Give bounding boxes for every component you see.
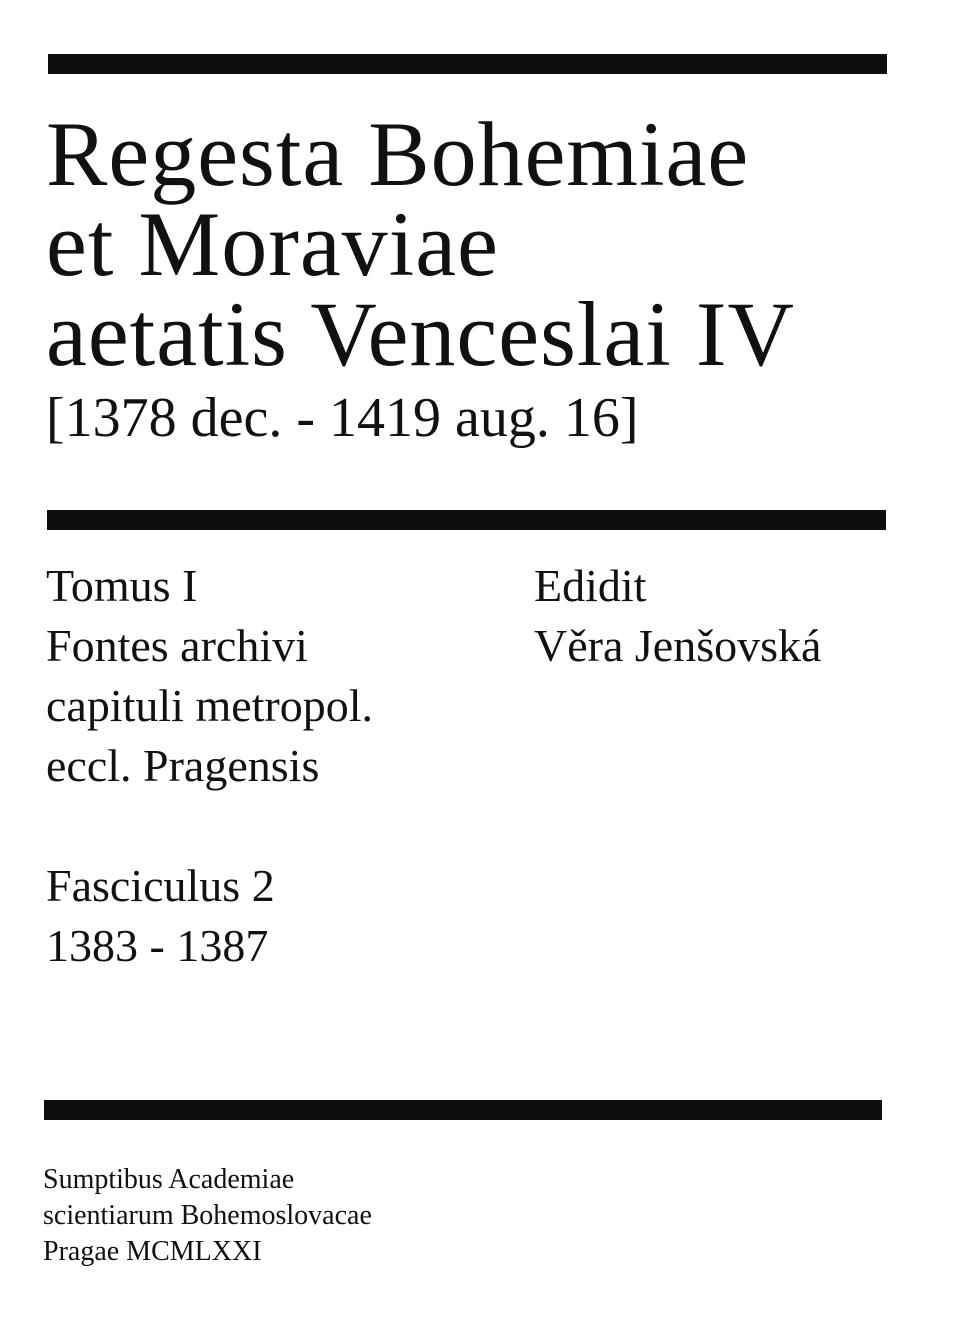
imprint (43, 1162, 372, 1270)
date-range: [1378 dec. - 1419 aug. 16] (46, 387, 639, 449)
fascicle-block (46, 856, 275, 976)
fascicle-years: 1383 - 1387 (46, 920, 269, 971)
volume-line: eccl. Pragensis (46, 740, 320, 791)
bottom-rule (44, 1100, 882, 1120)
top-rule (48, 54, 887, 74)
middle-rule (47, 510, 886, 530)
editor-label: Edidit (534, 560, 647, 611)
fascicle-label: Fasciculus 2 (46, 860, 275, 911)
title-line-3: aetatis Venceslai IV (46, 283, 795, 385)
volume-block (46, 556, 373, 796)
volume-line: Fontes archivi (46, 620, 308, 671)
imprint-line: scientiarum Bohemoslovacae (43, 1200, 372, 1231)
editor-block (534, 556, 821, 676)
title-line-2: et Moraviae (46, 193, 499, 295)
editor-name: Věra Jenšovská (534, 620, 822, 671)
imprint-line: Sumptibus Academiae (43, 1164, 295, 1195)
volume-line: capituli metropol. (46, 680, 374, 731)
title-line-1: Regesta Bohemiae (46, 103, 750, 205)
imprint-line: Pragae MCMLXXI (43, 1236, 262, 1267)
volume-tomus: Tomus I (46, 560, 198, 611)
